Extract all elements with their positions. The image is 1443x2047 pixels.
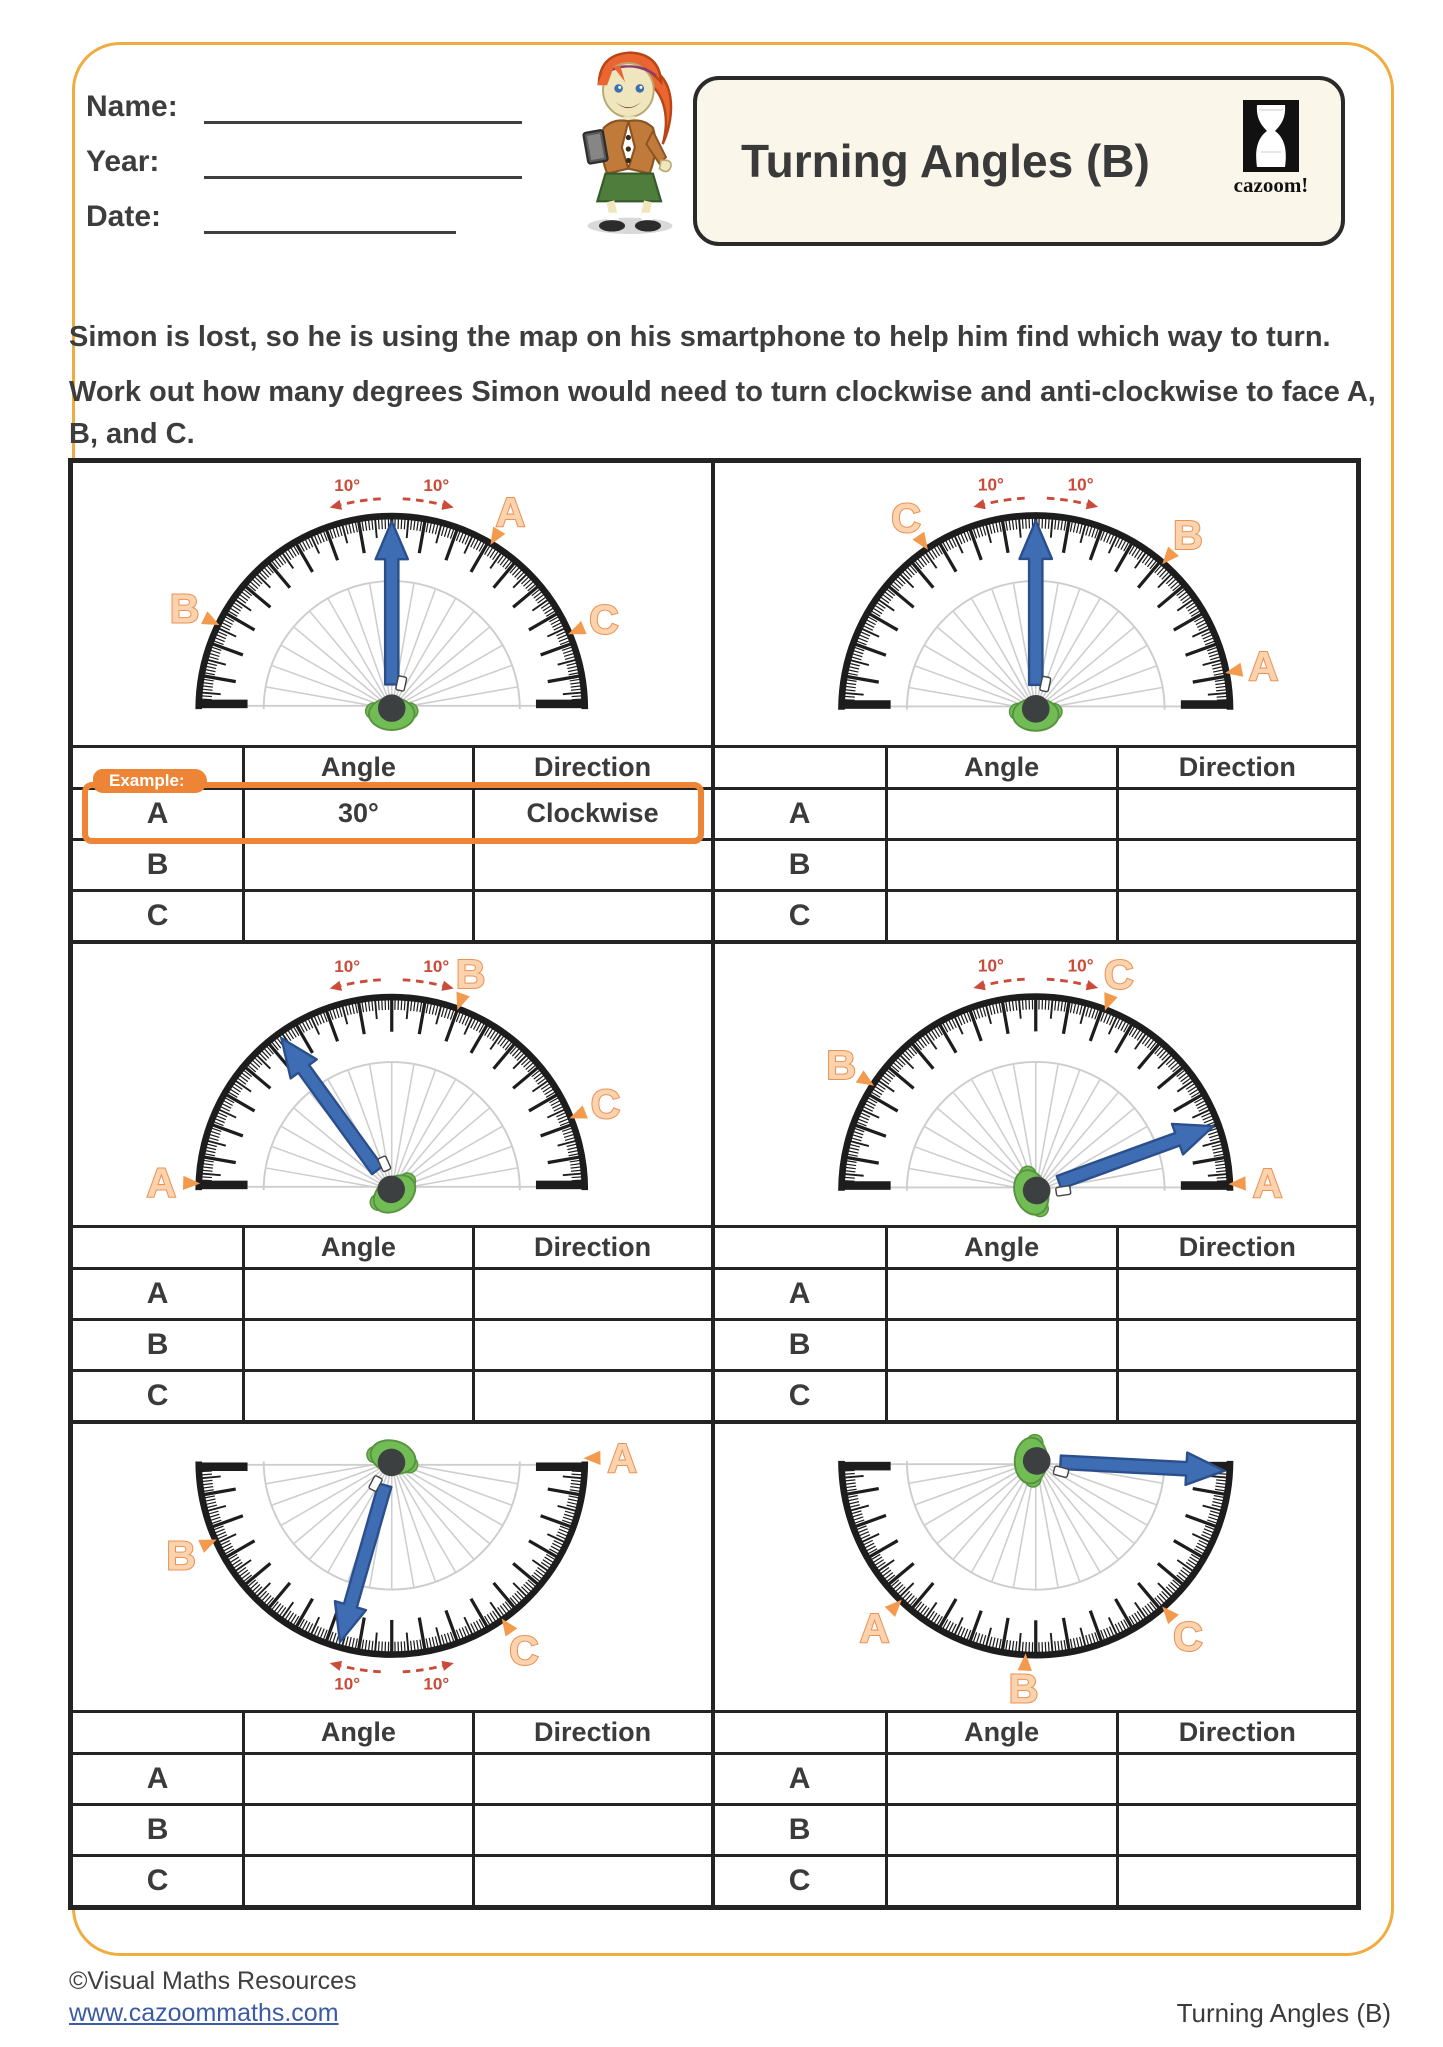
smartphone-icon [1055,1185,1070,1196]
map-label-A [1228,1160,1282,1206]
label-letter: C [890,494,921,541]
row-label-A: A [73,1270,245,1318]
protractor-diagram [73,944,711,1226]
answer-table [73,1710,711,1905]
table-row-A [715,1755,1357,1806]
table-row-A [73,1755,711,1806]
row-label-B: B [715,1806,888,1854]
answer-table [715,745,1357,940]
ten-degree-label: 10° [423,476,450,496]
direction-cell-C [1119,892,1356,940]
map-label-A [1225,643,1278,689]
label-letter: C [1172,1613,1203,1660]
label-marker-triangle [855,1070,873,1085]
name-line [204,89,522,124]
ten-degree-label: 10° [1067,955,1094,976]
angle-cell-B [245,1321,475,1369]
direction-header: Direction [1178,1716,1296,1747]
example-tag: Example: [93,769,207,793]
row-label-C: C [73,1857,245,1905]
year-line [204,144,522,179]
direction-cell-C [1119,1857,1356,1905]
direction-cell-B [475,841,711,889]
direction-cell-B [475,1806,711,1854]
label-letter: B [1172,512,1203,559]
cazoom-logo-text: cazoom! [1233,173,1309,197]
date-label: Date: [86,200,162,233]
instructions [69,316,1381,468]
angle-cell-A [888,1270,1119,1318]
map-label-A [859,1600,901,1652]
ten-degree-label: 10° [334,476,361,496]
corner-cell [73,1713,245,1752]
cazoom-logo [1225,100,1317,198]
label-letter: B [455,950,486,997]
angle-cell-A [245,1755,475,1803]
answer-table [73,1225,711,1420]
name-field-row [86,84,522,124]
direction-cell-B [1119,841,1356,889]
angle-cell-B [245,841,475,889]
year-label: Year: [86,145,160,178]
instruction-line-2: Work out how many degrees Simon would need to turn clockwise and anti-clockwise to face A, B, and C. [69,376,1376,451]
corner-cell [715,748,888,787]
map-label-C [569,1081,620,1127]
row-label-A: A [73,790,245,838]
date-field-row [86,194,456,234]
row-label-B: B [715,841,888,889]
cazoom-vase-icon [1243,100,1299,172]
instruction-line-1: Simon is lost, so he is using the map on his smartphone to help him find which way to turn. [69,321,1331,353]
label-letter: A [146,1159,177,1206]
protractor-ruler [196,1462,587,1655]
angle-cell-B [888,1321,1119,1369]
ten-degree-label: 10° [1067,474,1094,495]
table-row-B [715,1321,1357,1372]
ten-degree-annotation [330,476,454,510]
protractor-ruler [839,996,1232,1190]
map-label-B [826,1041,874,1087]
row-label-C: C [715,892,888,940]
table-row-C [715,1857,1357,1905]
angle-cell-A [245,1270,475,1318]
label-letter: A [607,1435,637,1482]
label-letter: B [166,1532,196,1579]
direction-cell-B [1119,1321,1356,1369]
angle-cell-C [245,892,475,940]
angle-header: Angle [888,1713,1119,1752]
direction-cell-A [1119,790,1356,838]
row-label-C: C [73,1372,245,1420]
row-label-B: B [73,841,245,889]
angle-header: Angle [245,748,475,787]
direction-arrow [281,1038,382,1174]
table-row-C [73,892,711,940]
row-label-A: A [715,1755,888,1803]
table-row-B [715,841,1357,892]
map-label-A [147,1159,201,1205]
direction-cell-B [1119,1806,1356,1854]
map-label-C [1162,1607,1203,1660]
ten-degree-label: 10° [423,956,450,976]
row-label-A: A [715,790,888,838]
map-label-B [456,950,485,1009]
map-label-B [166,1533,216,1579]
angle-cell-B [245,1806,475,1854]
ten-degree-label: 10° [334,1674,361,1694]
worksheet-panel-grid [68,458,1361,1910]
direction-cell-A [1119,1755,1356,1803]
label-letter: C [509,1627,539,1674]
table-header-row [73,1713,711,1755]
year-field-row [86,139,522,179]
label-letter: C [590,1080,621,1127]
angle-cell-C [888,1372,1119,1420]
answer-table [715,1710,1357,1905]
angle-header: Angle [245,1713,475,1752]
map-label-B [170,585,220,631]
direction-cell-C [475,1857,711,1905]
table-row-B [73,1806,711,1857]
answer-table [73,745,711,940]
direction-cell-A [475,1270,711,1318]
map-label-B [1162,512,1203,564]
table-row-C [715,1372,1357,1420]
copyright-text: ©Visual Maths Resources [69,1967,357,1995]
label-letter: C [589,596,619,643]
row-label-A: A [73,1755,245,1803]
panel-5 [73,1424,715,1905]
label-letter: B [1008,1665,1038,1710]
direction-cell-C [475,1372,711,1420]
angle-header: Angle [888,1228,1119,1267]
corner-cell [715,1228,888,1267]
corner-cell [73,1228,245,1267]
protractor-diagram [715,463,1357,745]
map-label-C [891,495,928,550]
map-label-A [583,1435,637,1481]
direction-cell-A [1119,1270,1356,1318]
direction-cell-B [475,1321,711,1369]
map-label-C [502,1619,539,1674]
table-row-C [73,1857,711,1905]
table-row-B [73,841,711,892]
angle-cell-C [245,1372,475,1420]
angle-header: Angle [888,748,1119,787]
angle-cell-A: 30° [245,790,475,838]
angle-cell-B [888,1806,1119,1854]
table-row-A [715,790,1357,841]
direction-cell-A [475,1755,711,1803]
corner-cell [715,1713,888,1752]
ten-degree-label: 10° [977,955,1004,976]
label-marker-triangle [569,1105,587,1118]
ten-degree-annotation [330,1661,454,1694]
map-label-A [490,489,525,545]
row-label-A: A [715,1270,888,1318]
label-marker-triangle [198,1540,216,1553]
table-header-row [73,1228,711,1270]
angle-cell-C [245,1857,475,1905]
angle-cell-A [888,1755,1119,1803]
direction-header: Direction [1178,1232,1296,1263]
angle-header: Angle [245,1228,475,1267]
row-label-C: C [715,1372,888,1420]
panel-1 [73,463,715,944]
label-letter: A [1252,1159,1282,1206]
protractor-diagram [715,1424,1357,1710]
table-row-A [73,790,711,841]
panel-4 [715,944,1357,1425]
footer-page-label: Turning Angles (B) [1176,1998,1391,2028]
ten-degree-label: 10° [423,1674,450,1694]
ten-degree-label: 10° [334,956,361,976]
mascot-girl-illustration [545,46,715,234]
label-letter: A [495,488,526,535]
ten-degree-annotation [973,955,1098,990]
angle-cell-C [888,892,1119,940]
label-letter: A [1248,642,1278,689]
ten-degree-label: 10° [977,474,1004,495]
direction-header: Direction [534,1232,652,1263]
protractor-diagram [73,1424,711,1710]
map-label-C [1104,951,1134,1010]
table-row-A [73,1270,711,1321]
protractor-diagram [715,944,1357,1226]
ten-degree-annotation [330,957,454,991]
table-row-C [715,892,1357,940]
protractor-diagram [73,463,711,745]
name-label: Name: [86,90,178,123]
direction-cell-A: Clockwise [526,798,659,829]
protractor-ruler [196,997,587,1190]
table-row-A [715,1270,1357,1321]
row-label-C: C [73,892,245,940]
panel-6 [715,1424,1357,1905]
angle-cell-B [888,841,1119,889]
label-marker-triangle [201,611,219,625]
panel-2 [715,463,1357,944]
answer-table [715,1225,1357,1420]
website-link[interactable]: www.cazoommaths.com [69,1999,339,2027]
direction-header: Direction [534,751,652,782]
label-letter: A [859,1605,889,1652]
label-letter: B [825,1041,856,1088]
angle-cell-C [888,1857,1119,1905]
direction-cell-C [1119,1372,1356,1420]
table-row-B [73,1321,711,1372]
ten-degree-annotation [973,475,1098,510]
row-label-B: B [73,1321,245,1369]
label-letter: B [169,585,200,632]
label-marker-triangle [568,621,586,634]
table-header-row [715,1713,1357,1755]
direction-header: Direction [534,1716,652,1747]
direction-arrow [1019,521,1051,685]
direction-header: Direction [1178,751,1296,782]
table-header-row [715,748,1357,790]
map-label-C [568,596,619,642]
label-letter: C [1103,951,1134,998]
title-box [693,76,1345,246]
date-line [204,199,456,234]
row-label-C: C [715,1857,888,1905]
panel-3 [73,944,715,1425]
table-header-row [715,1228,1357,1270]
page-title: Turning Angles (B) [741,135,1150,187]
map-label-B [1008,1654,1038,1710]
row-label-B: B [715,1321,888,1369]
direction-cell-C [475,892,711,940]
table-row-B [715,1806,1357,1857]
row-label-B: B [73,1806,245,1854]
angle-cell-A [888,790,1119,838]
table-row-C [73,1372,711,1420]
direction-arrow [376,521,408,684]
